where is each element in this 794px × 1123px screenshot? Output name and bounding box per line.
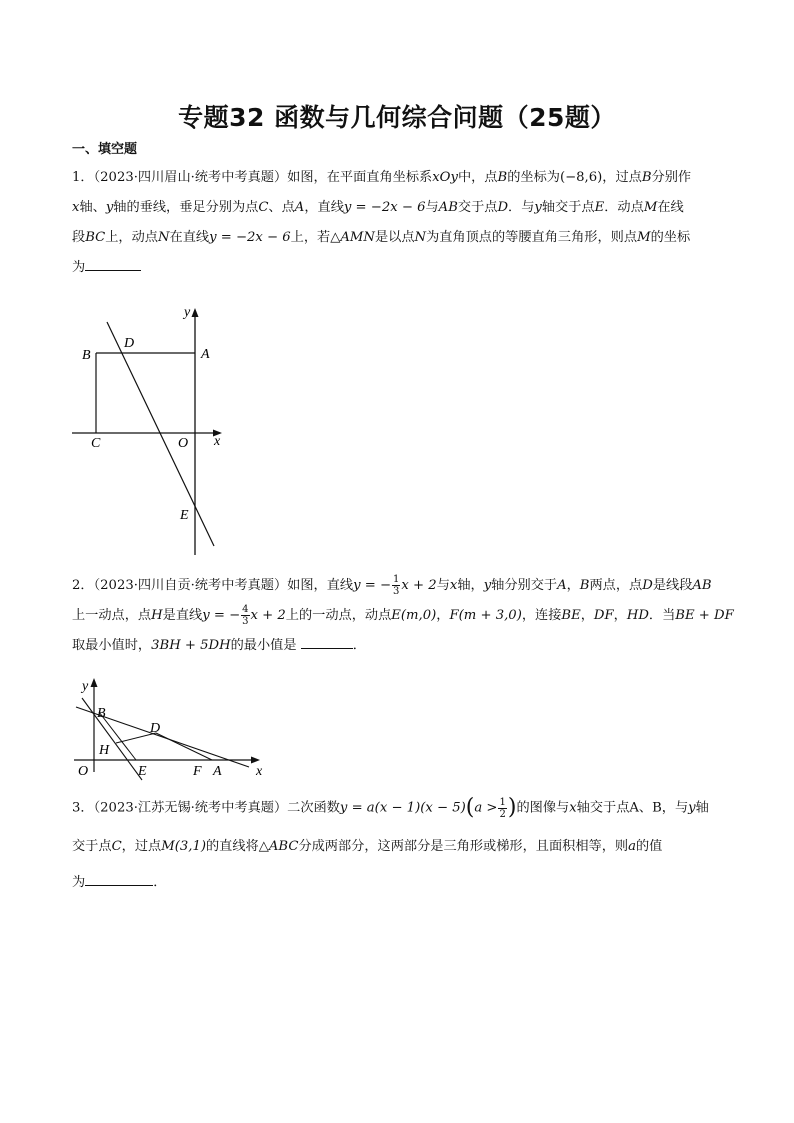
q2-text: ． xyxy=(352,638,366,653)
q3-text: 3．（2023·江苏无锡·统考中考真题）二次函数 xyxy=(72,800,340,816)
line-de xyxy=(107,322,214,546)
figure-2 xyxy=(72,674,272,782)
label-x: x xyxy=(214,434,221,449)
fraction-numerator: 1 xyxy=(393,574,400,585)
fraction-denominator: 3 xyxy=(393,586,400,597)
q1-math: y xyxy=(105,200,114,215)
q3-math: y xyxy=(688,800,696,816)
paren-close: ) xyxy=(507,795,517,820)
q1-math: AB xyxy=(438,200,458,215)
q1-math: B xyxy=(497,170,508,185)
q2-text: 取最小值时， xyxy=(72,638,152,653)
fraction-numerator: 4 xyxy=(242,604,249,615)
q3-line-2 xyxy=(72,832,727,862)
q1-text: 分别作 xyxy=(651,170,692,185)
question-3 xyxy=(72,790,727,898)
x-axis-arrow xyxy=(251,757,260,764)
label-a: A xyxy=(213,764,222,779)
q3-text: 的图像与 xyxy=(516,800,570,816)
q1-math: N xyxy=(157,230,170,245)
q2-math: D xyxy=(642,578,653,593)
q3-math: a xyxy=(628,839,636,854)
q3-math: △ABC xyxy=(258,839,299,854)
q1-text: ．动点 xyxy=(604,200,644,215)
q1-line-4 xyxy=(72,253,727,283)
q1-math: △AMN xyxy=(330,230,375,245)
q1-text: 交于点 xyxy=(457,200,498,215)
q1-text: 中，点 xyxy=(457,170,498,185)
q1-math: M xyxy=(637,230,651,245)
q3-line-1 xyxy=(72,790,727,826)
q1-text: 的坐标为 xyxy=(507,170,560,185)
q1-math: y xyxy=(534,200,542,215)
segment-df xyxy=(156,733,212,760)
q1-math: M xyxy=(643,200,658,215)
figure-1 xyxy=(64,300,234,562)
answer-blank-1[interactable] xyxy=(85,256,141,271)
page-title: 专题32 函数与几何综合问题（25题） xyxy=(178,103,616,132)
q3-math: a > xyxy=(474,800,498,816)
q3-text: 分成两部分，这两部分是三角形或梯形，且面积相等，则 xyxy=(298,839,629,854)
q2-text: ， xyxy=(566,578,580,593)
answer-blank-3[interactable] xyxy=(85,871,153,886)
q3-text: 为 xyxy=(72,875,86,890)
q2-text: ， xyxy=(580,608,594,623)
q3-text: 轴交于点A、B，与 xyxy=(576,800,689,816)
q1-text: 在直线 xyxy=(169,230,210,245)
q1-line-3 xyxy=(72,223,727,253)
q2-math: B xyxy=(579,578,590,593)
q3-text: ． xyxy=(153,875,167,890)
q1-math: D xyxy=(497,200,509,215)
q1-text: 上，若 xyxy=(290,230,331,245)
q3-text: 轴 xyxy=(695,800,709,816)
q1-math: BC xyxy=(85,230,106,245)
q1-text: 轴的垂线，垂足分别为点 xyxy=(113,200,259,215)
q3-text: 交于点 xyxy=(72,839,112,854)
q1-text: ．与 xyxy=(508,200,535,215)
q1-math: N xyxy=(414,230,427,245)
q2-text: 两点，点 xyxy=(589,578,643,593)
q2-math: 3BH + 5DH xyxy=(151,638,231,653)
q2-text: 上一动点，点 xyxy=(72,608,152,623)
q1-line-1 xyxy=(72,163,727,193)
label-e: E xyxy=(180,508,189,523)
q2-math: HD xyxy=(626,608,649,623)
q2-math: F(m + 3,0) xyxy=(449,608,522,623)
q3-text: ，过点 xyxy=(121,839,162,854)
label-b: B xyxy=(97,706,106,721)
q2-line-3 xyxy=(72,631,727,661)
q2-text: ， xyxy=(436,608,450,623)
q1-math: (−8,6) xyxy=(559,170,603,185)
q3-math: C xyxy=(111,839,122,854)
label-h: H xyxy=(99,743,110,758)
q2-text: 是直线 xyxy=(162,608,203,623)
q1-text: 为直角顶点的等腰直角三角形，则点 xyxy=(426,230,638,245)
question-2 xyxy=(72,571,734,661)
q1-math: E xyxy=(594,200,605,215)
q1-text: 为 xyxy=(72,260,86,275)
q2-text: 轴分别交于 xyxy=(491,578,558,593)
section-heading: 一、填空题 xyxy=(72,142,138,157)
q1-text: 轴、 xyxy=(79,200,106,215)
q2-math: E(m,0) xyxy=(391,608,437,623)
q1-text: 段 xyxy=(72,230,86,245)
q2-math: A xyxy=(557,578,567,593)
fraction xyxy=(392,574,400,597)
q2-text: 的最小值是 xyxy=(230,638,297,653)
q1-math: y = −2x − 6 xyxy=(209,230,291,245)
q2-text: 轴， xyxy=(457,578,484,593)
q2-math: BE + DF xyxy=(675,608,734,623)
fraction xyxy=(498,797,506,820)
q2-math: x + 2 xyxy=(401,578,437,593)
q2-text: ．当 xyxy=(648,608,676,623)
fraction-denominator: 3 xyxy=(242,616,249,627)
label-o: O xyxy=(78,764,89,779)
q1-text: 的坐标 xyxy=(650,230,691,245)
q3-text: 的值 xyxy=(636,839,663,854)
q2-text: ， xyxy=(613,608,627,623)
question-1 xyxy=(72,163,727,283)
label-y: y xyxy=(82,679,89,694)
y-axis-arrow xyxy=(91,678,98,687)
q1-math: x xyxy=(72,200,80,215)
q1-text: 上，动点 xyxy=(105,230,158,245)
q3-text: 的直线将 xyxy=(205,839,259,854)
q3-line-3 xyxy=(72,868,727,898)
label-b: B xyxy=(82,348,91,363)
q2-math: x xyxy=(449,578,458,593)
q2-math: y xyxy=(483,578,492,593)
q1-text: 、点 xyxy=(268,200,295,215)
paren-open: ( xyxy=(465,795,475,820)
fraction-denominator: 2 xyxy=(499,808,506,820)
q3-math: M(3,1) xyxy=(161,839,206,854)
q1-math: A xyxy=(294,200,305,215)
q1-text: 1．（2023·四川眉山·统考中考真题）如图，在平面直角坐标系 xyxy=(72,170,433,185)
q2-math: BE xyxy=(561,608,581,623)
label-d: D xyxy=(150,721,161,736)
label-e: E xyxy=(138,764,147,779)
q1-math: B xyxy=(641,170,652,185)
q1-line-2 xyxy=(72,193,727,223)
answer-blank-2[interactable] xyxy=(301,634,353,649)
label-c: C xyxy=(91,436,101,451)
q1-text: ，直线 xyxy=(304,200,344,215)
label-y: y xyxy=(184,305,191,320)
q2-math: y = − xyxy=(353,578,392,593)
q2-math: DF xyxy=(593,608,614,623)
q2-math: AB xyxy=(692,578,712,593)
q1-text: 在线 xyxy=(657,200,684,215)
fraction xyxy=(241,604,249,627)
q2-math: y = − xyxy=(202,608,241,623)
label-a: A xyxy=(201,347,210,362)
label-x: x xyxy=(256,764,263,779)
label-o: O xyxy=(178,436,189,451)
q2-text: ，连接 xyxy=(521,608,562,623)
q1-math: xOy xyxy=(432,170,458,185)
q3-math: y = a(x − 1)(x − 5) xyxy=(339,800,466,816)
label-f: F xyxy=(193,764,202,779)
label-d: D xyxy=(124,336,135,351)
fraction-numerator: 1 xyxy=(499,796,506,808)
q1-text: ，过点 xyxy=(602,170,642,185)
q2-line-2 xyxy=(72,601,734,631)
q1-text: 是以点 xyxy=(374,230,415,245)
q3-math: x xyxy=(569,800,577,816)
q2-text: 是线段 xyxy=(652,578,693,593)
q2-math: x + 2 xyxy=(250,608,286,623)
q2-text: 与 xyxy=(436,578,450,593)
q1-text: 与 xyxy=(425,200,439,215)
q2-text: 上的一动点，动点 xyxy=(285,608,392,623)
q2-line-1 xyxy=(72,571,727,601)
q2-math: H xyxy=(151,608,163,623)
q1-text: 轴交于点 xyxy=(541,200,595,215)
q1-math: C xyxy=(258,200,269,215)
q2-text: 2．（2023·四川自贡·统考中考真题）如图，直线 xyxy=(72,578,354,593)
q1-math: y = −2x − 6 xyxy=(343,200,426,215)
y-axis-arrow xyxy=(192,308,199,317)
